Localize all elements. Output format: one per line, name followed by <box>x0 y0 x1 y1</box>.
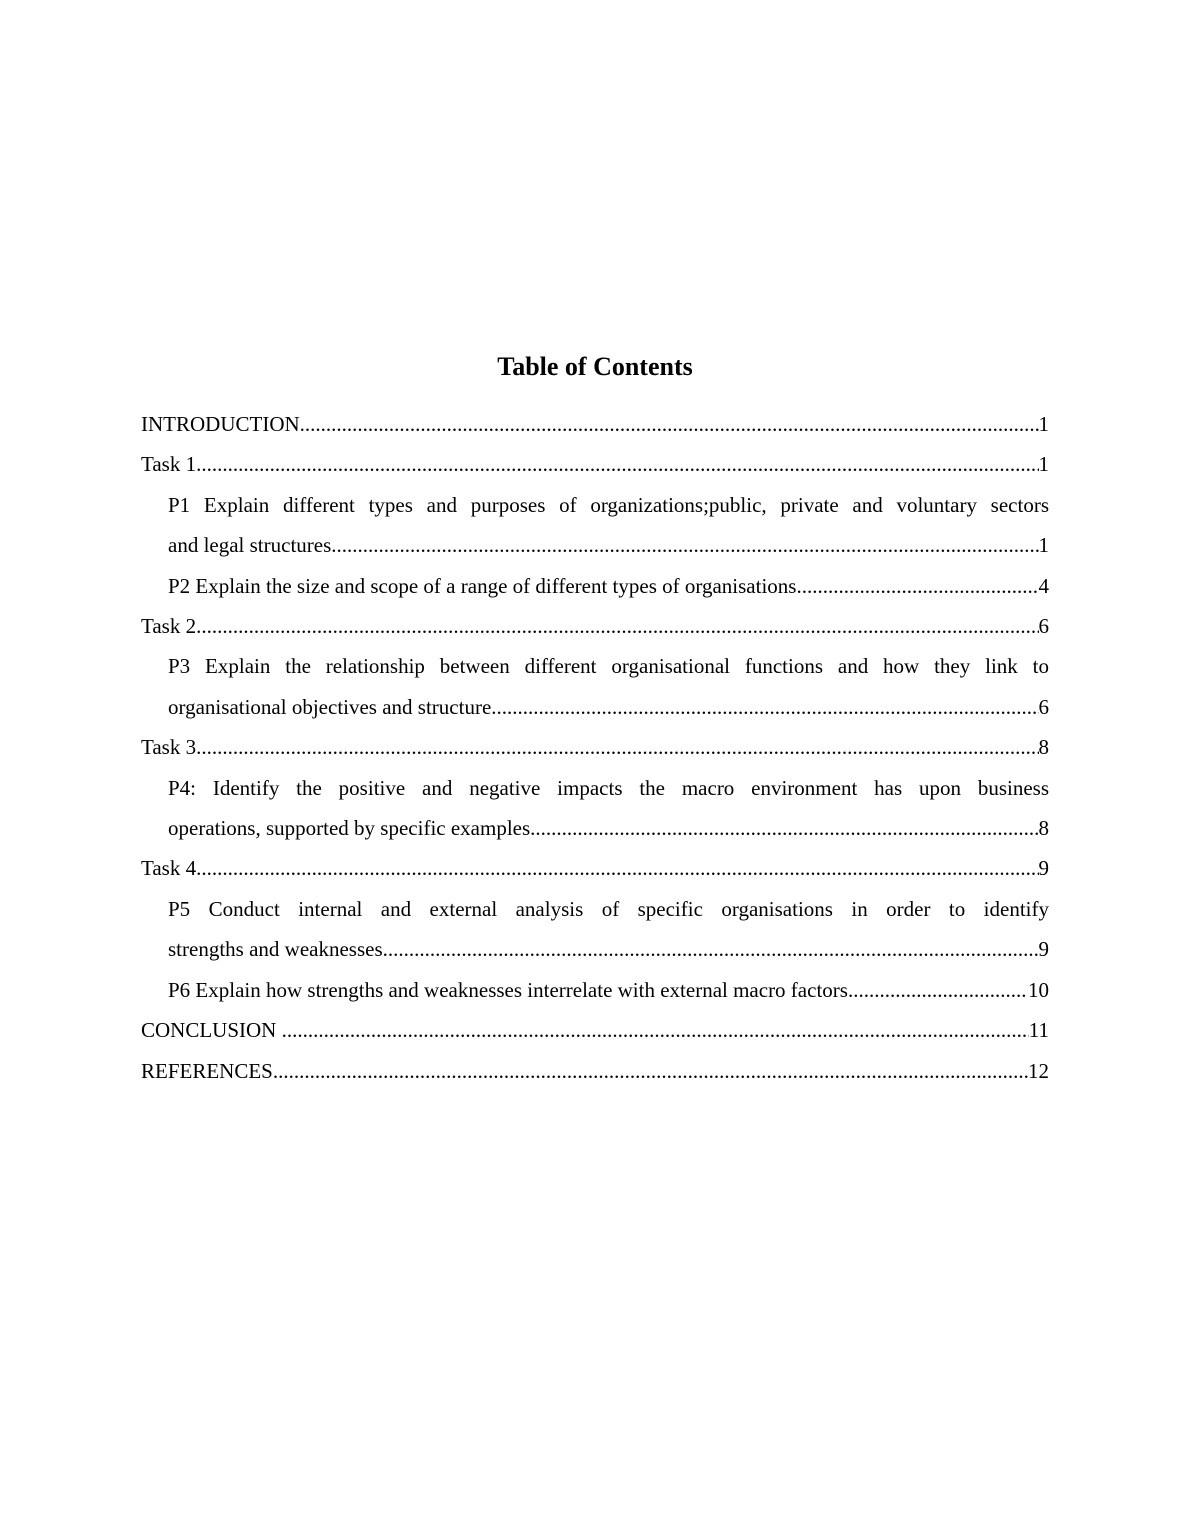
toc-entry-first-line: P5 Conduct internal and external analysis of specific organisations in order to identify <box>168 896 1049 921</box>
dot-leader <box>530 808 1038 848</box>
toc-entry-task-1[interactable] <box>141 444 1049 484</box>
toc-page-number: 6 <box>1038 614 1049 639</box>
toc-entry-p4[interactable] <box>141 768 1049 849</box>
toc-entry-label: Task 1 <box>141 452 197 477</box>
toc-entry-label: Task 4 <box>141 856 197 881</box>
toc-entry-first-line: P1 Explain different types and purposes of organizations;public, private and voluntary sectors <box>168 492 1049 517</box>
toc-page-number: 8 <box>1038 816 1049 841</box>
toc-entry-label: INTRODUCTION <box>141 412 300 436</box>
toc-entry-label: P2 Explain the size and scope of a range of different types of organisations <box>168 573 797 598</box>
dot-leader <box>300 404 1039 444</box>
dot-leader <box>196 848 1038 888</box>
dot-leader <box>196 444 1038 484</box>
toc-entry-p1[interactable] <box>141 485 1049 566</box>
toc-entry-label: P6 Explain how strengths and weaknesses interrelate with external macro factors <box>168 977 848 1002</box>
toc-page-number: 12 <box>1028 1058 1049 1083</box>
toc-page-number: 1 <box>1038 533 1049 558</box>
toc-page-number: 1 <box>1038 452 1049 477</box>
toc-entry-first-line: P4: Identify the positive and negative impacts the macro environment has upon business <box>168 775 1049 800</box>
toc-entry-task-4[interactable] <box>141 848 1049 888</box>
toc-entry-task-3[interactable] <box>141 727 1049 767</box>
dot-leader <box>196 727 1038 767</box>
dot-leader <box>282 1010 1029 1050</box>
toc-page-number: 8 <box>1038 735 1049 760</box>
toc-entry-label: and legal structures <box>168 533 332 558</box>
toc-entry-p5[interactable] <box>141 889 1049 970</box>
toc-entry-introduction[interactable] <box>141 404 1049 444</box>
toc-entry-references[interactable] <box>141 1051 1049 1091</box>
dot-leader <box>796 566 1038 606</box>
toc-entry-label: strengths and weaknesses <box>168 937 383 962</box>
toc-entry-p2[interactable] <box>141 566 1049 606</box>
dot-leader <box>331 525 1038 565</box>
toc-title: Table of Contents <box>497 352 693 381</box>
toc-entry-label: REFERENCES <box>141 1058 273 1083</box>
toc-entry-label: CONCLUSION <box>141 1018 282 1043</box>
toc-page-number: 4 <box>1038 573 1049 598</box>
toc-page-number: 6 <box>1038 694 1049 719</box>
dot-leader <box>196 606 1038 646</box>
dot-leader <box>383 929 1039 969</box>
toc-entry-task-2[interactable] <box>141 606 1049 646</box>
toc-page-number: 11 <box>1028 1018 1049 1043</box>
toc-entry-conclusion[interactable] <box>141 1010 1049 1050</box>
toc-entry-p3[interactable] <box>141 646 1049 727</box>
toc-entry-label: organisational objectives and structure <box>168 694 492 719</box>
dot-leader <box>273 1051 1028 1091</box>
dot-leader <box>491 687 1038 727</box>
toc-page-number: 9 <box>1038 937 1049 962</box>
dot-leader <box>848 970 1028 1010</box>
toc-entry-label: operations, supported by specific examples <box>168 816 531 841</box>
table-of-contents <box>141 404 1049 1091</box>
toc-entry-label: Task 2 <box>141 614 197 639</box>
toc-entry-label: Task 3 <box>141 735 197 760</box>
toc-page-number: 1 <box>1038 412 1049 436</box>
toc-entry-first-line: P3 Explain the relationship between different organisational functions and how they link to <box>168 654 1049 679</box>
toc-page-number: 9 <box>1038 856 1049 881</box>
toc-entry-p6[interactable] <box>141 970 1049 1010</box>
toc-page-number: 10 <box>1028 977 1049 1002</box>
